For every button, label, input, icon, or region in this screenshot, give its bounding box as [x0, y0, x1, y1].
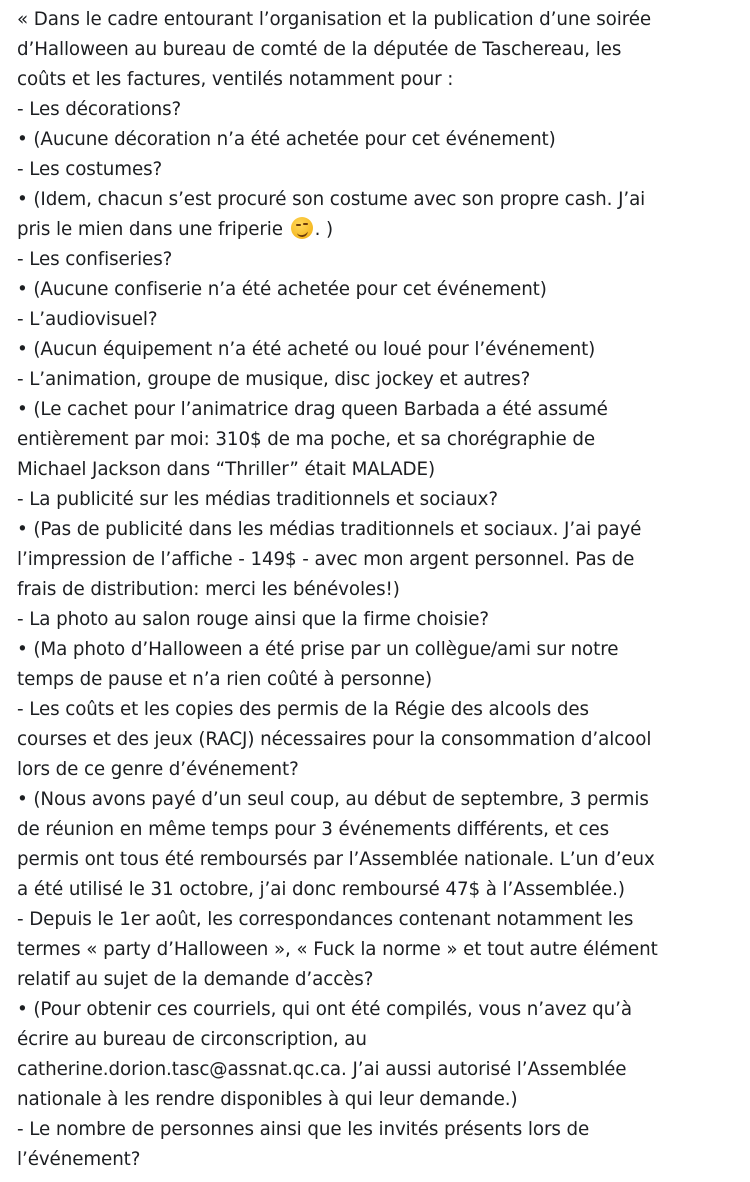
text-segment: . )	[314, 219, 334, 240]
text-segment: pris le mien dans une friperie	[17, 219, 283, 240]
answer-line: a été utilisé le 31 octobre, j’ai donc remboursé 47$ à l’Assemblée.)	[17, 879, 625, 900]
question-line: - La photo au salon rouge ainsi que la firme choisie?	[17, 609, 490, 630]
question-line: - L’animation, groupe de musique, disc jockey et autres?	[17, 369, 531, 390]
answer-line: • (Aucune décoration n’a été achetée pour cet événement)	[17, 129, 556, 150]
answer-line: • (Idem, chacun s’est procuré son costume avec son propre cash. J’ai	[17, 189, 646, 210]
answer-line: • (Pas de publicité dans les médias traditionnels et sociaux. J’ai payé	[17, 519, 642, 540]
text-line: « Dans le cadre entourant l’organisation et la publication d’une soirée	[17, 9, 652, 30]
answer-line: • (Nous avons payé d’un seul coup, au début de septembre, 3 permis	[17, 789, 649, 810]
question-line: - La publicité sur les médias traditionnels et sociaux?	[17, 489, 499, 510]
answer-line: de réunion en même temps pour 3 événements différents, et ces	[17, 819, 610, 840]
question-line: - Les confiseries?	[17, 249, 173, 270]
text-line: d’Halloween au bureau de comté de la députée de Taschereau, les	[17, 39, 622, 60]
winking-face-emoji-icon	[291, 217, 313, 239]
answer-line: temps de pause et n’a rien coûté à personne)	[17, 669, 432, 690]
answer-line: • (Ma photo d’Halloween a été prise par un collègue/ami sur notre	[17, 639, 619, 660]
answer-line-email: catherine.dorion.tasc@assnat.qc.ca. J’ai aussi autorisé l’Assemblée	[17, 1059, 627, 1080]
answer-line: entièrement par moi: 310$ de ma poche, et sa chorégraphie de	[17, 429, 596, 450]
question-line: - Les costumes?	[17, 159, 163, 180]
answer-line: l’impression de l’affiche - 149$ - avec mon argent personnel. Pas de	[17, 549, 635, 570]
question-line: relatif au sujet de la demande d’accès?	[17, 969, 374, 990]
text-line: coûts et les factures, ventilés notamment pour :	[17, 69, 454, 90]
question-line: lors de ce genre d’événement?	[17, 759, 299, 780]
answer-line: • (Le cachet pour l’animatrice drag queen Barbada a été assumé	[17, 399, 608, 420]
question-line: - Les coûts et les copies des permis de la Régie des alcools des	[17, 699, 589, 720]
answer-line-with-emoji	[17, 215, 745, 245]
answer-line: écrire au bureau de circonscription, au	[17, 1029, 367, 1050]
question-line: - Le nombre de personnes ainsi que les invités présents lors de	[17, 1119, 590, 1140]
answer-line: permis ont tous été remboursés par l’Assemblée nationale. L’un d’eux	[17, 849, 655, 870]
answer-line: Michael Jackson dans “Thriller” était MALADE)	[17, 459, 436, 480]
answer-line: • (Aucun équipement n’a été acheté ou loué pour l’événement)	[17, 339, 596, 360]
question-line: l’événement?	[17, 1149, 141, 1170]
question-line: courses et des jeux (RACJ) nécessaires pour la consommation d’alcool	[17, 729, 652, 750]
answer-line: frais de distribution: merci les bénévoles!)	[17, 579, 400, 600]
question-line: - Depuis le 1er août, les correspondances contenant notamment les	[17, 909, 634, 930]
question-line: termes « party d’Halloween », « Fuck la norme » et tout autre élément	[17, 939, 658, 960]
question-line: - L’audiovisuel?	[17, 309, 158, 330]
answer-line: • (Pour obtenir ces courriels, qui ont été compilés, vous n’avez qu’à	[17, 999, 632, 1020]
post-text	[17, 5, 745, 1175]
answer-line: • (Aucune confiserie n’a été achetée pour cet événement)	[17, 279, 547, 300]
answer-line: nationale à les rendre disponibles à qui leur demande.)	[17, 1089, 518, 1110]
question-line: - Les décorations?	[17, 99, 182, 120]
